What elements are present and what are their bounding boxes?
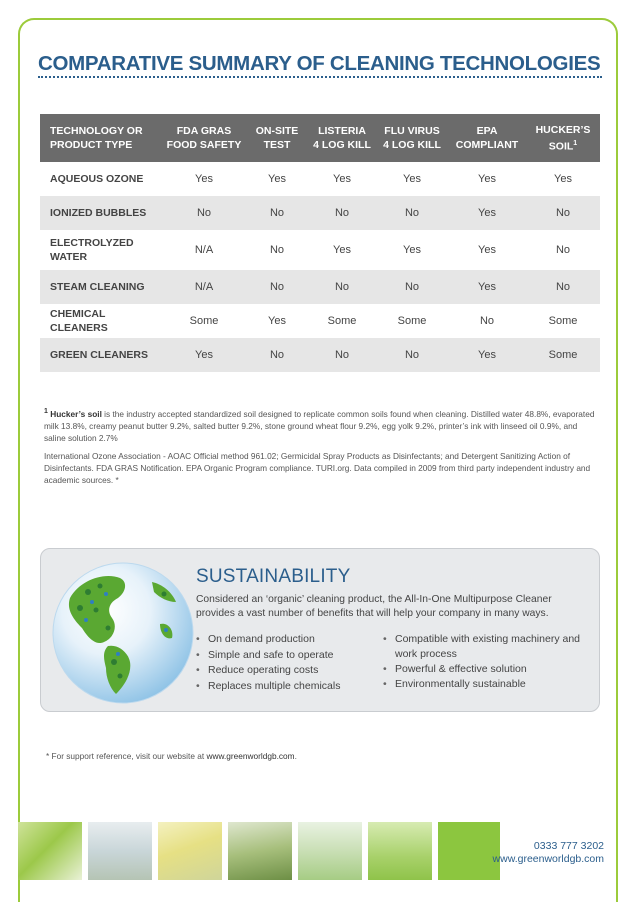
photo-tile bbox=[298, 822, 362, 880]
table-cell: N/A bbox=[162, 270, 246, 304]
support-note: * For support reference, visit our website at www.greenworldgb.com. bbox=[46, 751, 297, 761]
table-row bbox=[40, 304, 600, 338]
eco-globe-icon bbox=[48, 558, 198, 708]
photo-tile bbox=[18, 822, 82, 880]
table-cell: Yes bbox=[448, 270, 526, 304]
row-label: GREEN CLEANERS bbox=[40, 338, 162, 372]
table-cell: Yes bbox=[554, 173, 572, 185]
header-listeria: LISTERIA 4 LOG KILL bbox=[308, 114, 376, 162]
huckers-soil-footnote bbox=[44, 406, 600, 444]
table-cell: No bbox=[246, 270, 308, 304]
benefits-list-left bbox=[196, 632, 340, 694]
photo-tile bbox=[368, 822, 432, 880]
table-cell: No bbox=[555, 244, 571, 256]
list-item: • Replaces multiple chemicals bbox=[196, 679, 340, 694]
table-row bbox=[40, 162, 600, 196]
header-technology: TECHNOLOGY OR PRODUCT TYPE bbox=[40, 114, 162, 162]
photo-tile bbox=[158, 822, 222, 880]
header-onsite-test: ON-SITE TEST bbox=[246, 114, 308, 162]
table-cell: Yes bbox=[478, 244, 496, 256]
row-label: AQUEOUS OZONE bbox=[50, 173, 144, 185]
row-label: ELECTROLYZED WATER bbox=[50, 237, 134, 263]
table-cell: Yes bbox=[268, 315, 286, 327]
sustainability-title: SUSTAINABILITY bbox=[196, 566, 351, 587]
table-cell: No bbox=[269, 244, 285, 256]
table-row bbox=[40, 338, 600, 372]
header-fda-gras: FDA GRAS FOOD SAFETY bbox=[162, 114, 246, 162]
list-item: • On demand production bbox=[196, 632, 340, 647]
table-cell: Yes bbox=[403, 244, 421, 256]
website-link[interactable]: www.greenworldgb.com bbox=[206, 751, 295, 761]
row-label: CHEMICAL CLEANERS bbox=[50, 308, 108, 334]
list-item: • Powerful & effective solution bbox=[383, 662, 583, 677]
title-divider bbox=[38, 76, 602, 78]
contact-phone: 0333 777 3202 bbox=[533, 840, 604, 852]
table-cell: No bbox=[246, 338, 308, 372]
table-cell: No bbox=[246, 196, 308, 230]
header-flu-virus: FLU VIRUS 4 LOG KILL bbox=[376, 114, 448, 162]
table-cell: No bbox=[526, 270, 600, 304]
benefits-list-right bbox=[383, 632, 583, 692]
photo-tile bbox=[88, 822, 152, 880]
table-row bbox=[40, 270, 600, 304]
list-item: • Simple and safe to operate bbox=[196, 648, 340, 663]
table-row bbox=[40, 196, 600, 230]
photo-tile bbox=[438, 822, 500, 880]
table-cell: No bbox=[376, 270, 448, 304]
list-item: • Compatible with existing machinery and work process bbox=[383, 632, 583, 662]
table-cell: Yes bbox=[268, 173, 286, 185]
header-huckers-soil: HUCKER’S SOIL$^1$ bbox=[526, 114, 600, 162]
table-cell: No bbox=[479, 315, 495, 327]
table-cell: Yes bbox=[448, 196, 526, 230]
table-cell: Yes bbox=[333, 244, 351, 256]
table-cell: No bbox=[308, 338, 376, 372]
table-cell: N/A bbox=[194, 244, 214, 256]
sources-note: International Ozone Association - AOAC Official method 961.02; Germicidal Spray Products as Disinfectants; and Detergent Sanitizing Action of Disinfectants. FDA GRAS Notification. EPA Organic Program compliance. TURI.org. Data compiled in 2009 from third party independent industry and academic sources. * bbox=[44, 451, 591, 485]
contact-website[interactable]: www.greenworldgb.com bbox=[492, 853, 604, 865]
table-cell: Some bbox=[189, 315, 219, 327]
table-row bbox=[40, 230, 600, 270]
table-cell: No bbox=[376, 338, 448, 372]
table-cell: No bbox=[308, 270, 376, 304]
footnote-term: Hucker’s soil bbox=[50, 408, 102, 419]
row-label: IONIZED BUBBLES bbox=[40, 196, 162, 230]
photo-tile bbox=[228, 822, 292, 880]
table-cell: No bbox=[376, 196, 448, 230]
table-cell: Yes bbox=[403, 173, 421, 185]
table-cell: Yes bbox=[162, 338, 246, 372]
comparison-table bbox=[40, 114, 600, 372]
table-cell: Some bbox=[526, 338, 600, 372]
table-cell: No bbox=[308, 196, 376, 230]
table-cell: No bbox=[526, 196, 600, 230]
table-header-row bbox=[40, 114, 600, 162]
sustainability-text: Considered an ‘organic’ cleaning product, the All-In-One Multipurpose Cleaner provides a vast number of benefits that will help your company in many ways. bbox=[196, 594, 552, 619]
page-title: COMPARATIVE SUMMARY OF CLEANING TECHNOLOGIES bbox=[38, 52, 601, 75]
table-cell: Some bbox=[397, 315, 427, 327]
table-cell: Some bbox=[327, 315, 357, 327]
table-cell: No bbox=[162, 196, 246, 230]
table-cell: Yes bbox=[195, 173, 213, 185]
header-epa: EPA COMPLIANT bbox=[448, 114, 526, 162]
table-cell: Yes bbox=[333, 173, 351, 185]
footnote-marker: 1 bbox=[44, 408, 48, 415]
table-cell: Some bbox=[548, 315, 578, 327]
table-cell: Yes bbox=[478, 173, 496, 185]
footnote-text: is the industry accepted standardized soil designed to replicate common soils found when cleaning. Distilled water 48.8%, evaporated milk 13.8%, creamy peanut butter 9.2%, salted butter 9.2%, stone ground wheat flour 9.2%, egg yolk 9.2%, printer’s ink with linseed oil 0.9%, and saline solution 2.7% bbox=[44, 408, 595, 443]
list-item: • Environmentally sustainable bbox=[383, 677, 583, 692]
table-cell: Yes bbox=[448, 338, 526, 372]
list-item: • Reduce operating costs bbox=[196, 663, 340, 678]
row-label: STEAM CLEANING bbox=[40, 270, 162, 304]
